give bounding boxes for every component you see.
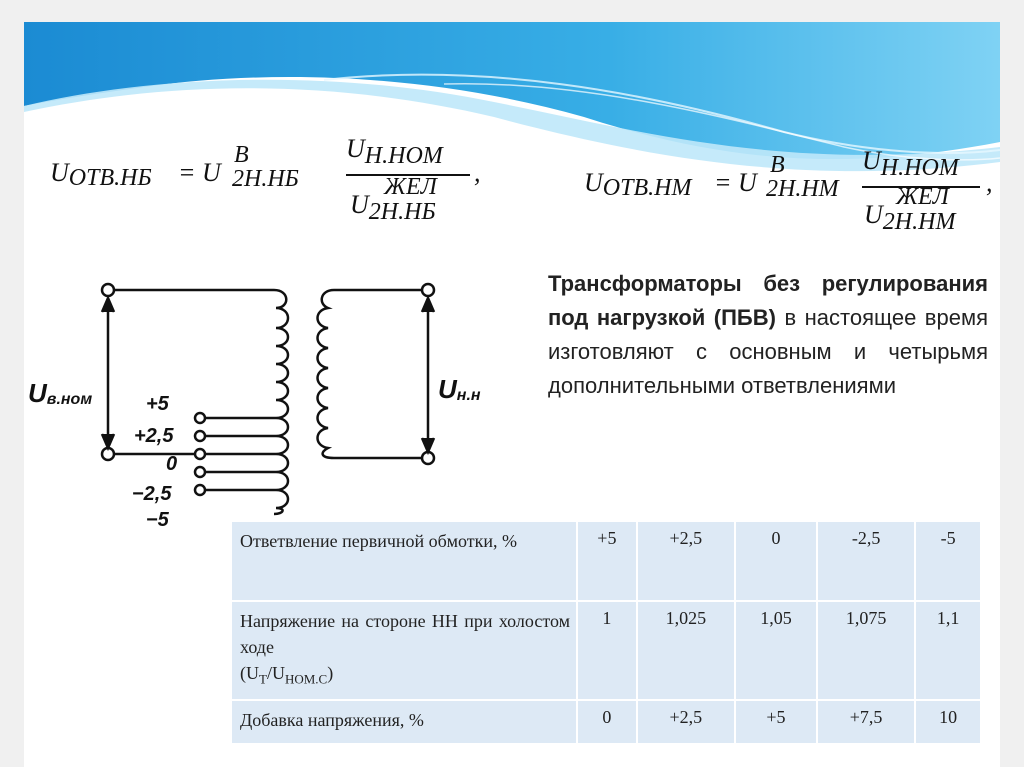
formula-right-comma: , bbox=[986, 168, 993, 197]
table-cell-label: Ответвление первичной обмотки, % bbox=[231, 521, 577, 601]
tap-minus5-terminal bbox=[195, 485, 205, 495]
table-cell: 1 bbox=[577, 601, 637, 700]
table-cell: 0 bbox=[735, 521, 817, 601]
secondary-voltage-sub: н.н bbox=[456, 387, 481, 404]
primary-voltage-label bbox=[28, 378, 92, 409]
formula-right-lhs-sub: ОТВ.НМ bbox=[602, 175, 692, 201]
secondary-top-terminal bbox=[422, 284, 434, 296]
table-cell: +2,5 bbox=[637, 700, 735, 744]
formula-left-den: U bbox=[350, 190, 369, 219]
formula-right-sup: В bbox=[770, 152, 785, 178]
table-cell: -5 bbox=[915, 521, 981, 601]
formula-left-lhs-sub: ОТВ.НБ bbox=[68, 165, 152, 191]
description-bold: Трансформаторы без регулирования под нагрузкой (ПБВ) bbox=[548, 271, 988, 330]
tap-label-plus2-5: +2,5 bbox=[134, 425, 174, 447]
formula-left-den-sup: ЖЕЛ bbox=[384, 174, 437, 200]
table-row2-label-main: Напряжение на стороне НН при холостом ходе bbox=[240, 611, 570, 657]
table-cell: 1,075 bbox=[817, 601, 915, 700]
ratio-part: ) bbox=[327, 663, 334, 683]
description-rest: в настоящее время изготовляют с основным и четырьмя дополнительными ответвлениями bbox=[548, 305, 988, 398]
secondary-voltage-label bbox=[438, 374, 481, 405]
formula-right-den-sub: 2Н.НМ bbox=[882, 209, 956, 235]
table-cell: +5 bbox=[735, 700, 817, 744]
tap-minus2-5-terminal bbox=[195, 467, 205, 477]
formula-left-num-sub: Н.НОМ bbox=[364, 143, 443, 169]
table-cell-label bbox=[231, 601, 577, 700]
formula-left-comma: , bbox=[474, 158, 481, 187]
primary-top-terminal bbox=[102, 284, 114, 296]
table-cell: +2,5 bbox=[637, 521, 735, 601]
formula-right bbox=[584, 146, 1000, 246]
table-cell: 1,05 bbox=[735, 601, 817, 700]
formula-left-sub: 2Н.НБ bbox=[232, 166, 299, 192]
table-cell: 10 bbox=[915, 700, 981, 744]
tap-0-terminal bbox=[195, 449, 205, 459]
formula-left-lhs: U bbox=[50, 158, 69, 187]
formula-left-num: U bbox=[346, 134, 365, 163]
ratio-sub: НОМ.С bbox=[284, 671, 328, 687]
tap-label-0: 0 bbox=[166, 453, 178, 475]
formula-left-sup: В bbox=[234, 142, 249, 168]
formula-right-num: U bbox=[862, 146, 881, 175]
ratio-sub: Т bbox=[259, 671, 267, 687]
tap-voltage-table bbox=[230, 520, 982, 745]
transformer-diagram bbox=[24, 270, 524, 550]
tap-label-minus5: −5 bbox=[146, 509, 169, 531]
formula-right-num-sub: Н.НОМ bbox=[880, 155, 959, 181]
formula-right-lhs: U bbox=[584, 168, 603, 197]
table-cell: +7,5 bbox=[817, 700, 915, 744]
tap-label-minus2-5: −2,5 bbox=[132, 483, 172, 505]
table-cell: 0 bbox=[577, 700, 637, 744]
table-cell: -2,5 bbox=[817, 521, 915, 601]
tap-plus2-5-terminal bbox=[195, 431, 205, 441]
secondary-coil bbox=[318, 290, 335, 458]
tap-label-plus5: +5 bbox=[146, 393, 169, 415]
formula-right-den: U bbox=[864, 200, 883, 229]
primary-voltage-sub: в.ном bbox=[46, 391, 93, 408]
table-cell: 1,025 bbox=[637, 601, 735, 700]
table-cell: 1,1 bbox=[915, 601, 981, 700]
formula-right-sub: 2Н.НМ bbox=[766, 176, 839, 202]
ratio-part: /U bbox=[266, 663, 285, 683]
table-row bbox=[231, 521, 981, 601]
formula-right-eq: = U bbox=[714, 168, 757, 197]
formula-left bbox=[50, 134, 480, 234]
formula-left-den-sub: 2Н.НБ bbox=[368, 199, 436, 225]
table-cell-label: Добавка напряжения, % bbox=[231, 700, 577, 744]
ratio-part: (U bbox=[240, 663, 259, 683]
formula-right-den-sup: ЖЕЛ bbox=[896, 184, 949, 210]
secondary-voltage-symbol: U bbox=[438, 374, 457, 404]
formula-left-eq: = U bbox=[178, 158, 221, 187]
table-cell: +5 bbox=[577, 521, 637, 601]
primary-coil bbox=[274, 290, 288, 514]
table-row bbox=[231, 700, 981, 744]
table-row bbox=[231, 601, 981, 700]
tap-plus5-terminal bbox=[195, 413, 205, 423]
primary-voltage-symbol: U bbox=[28, 378, 47, 408]
table-row2-label-ratio bbox=[240, 663, 334, 687]
slide bbox=[24, 22, 1000, 767]
description-text bbox=[548, 267, 988, 403]
